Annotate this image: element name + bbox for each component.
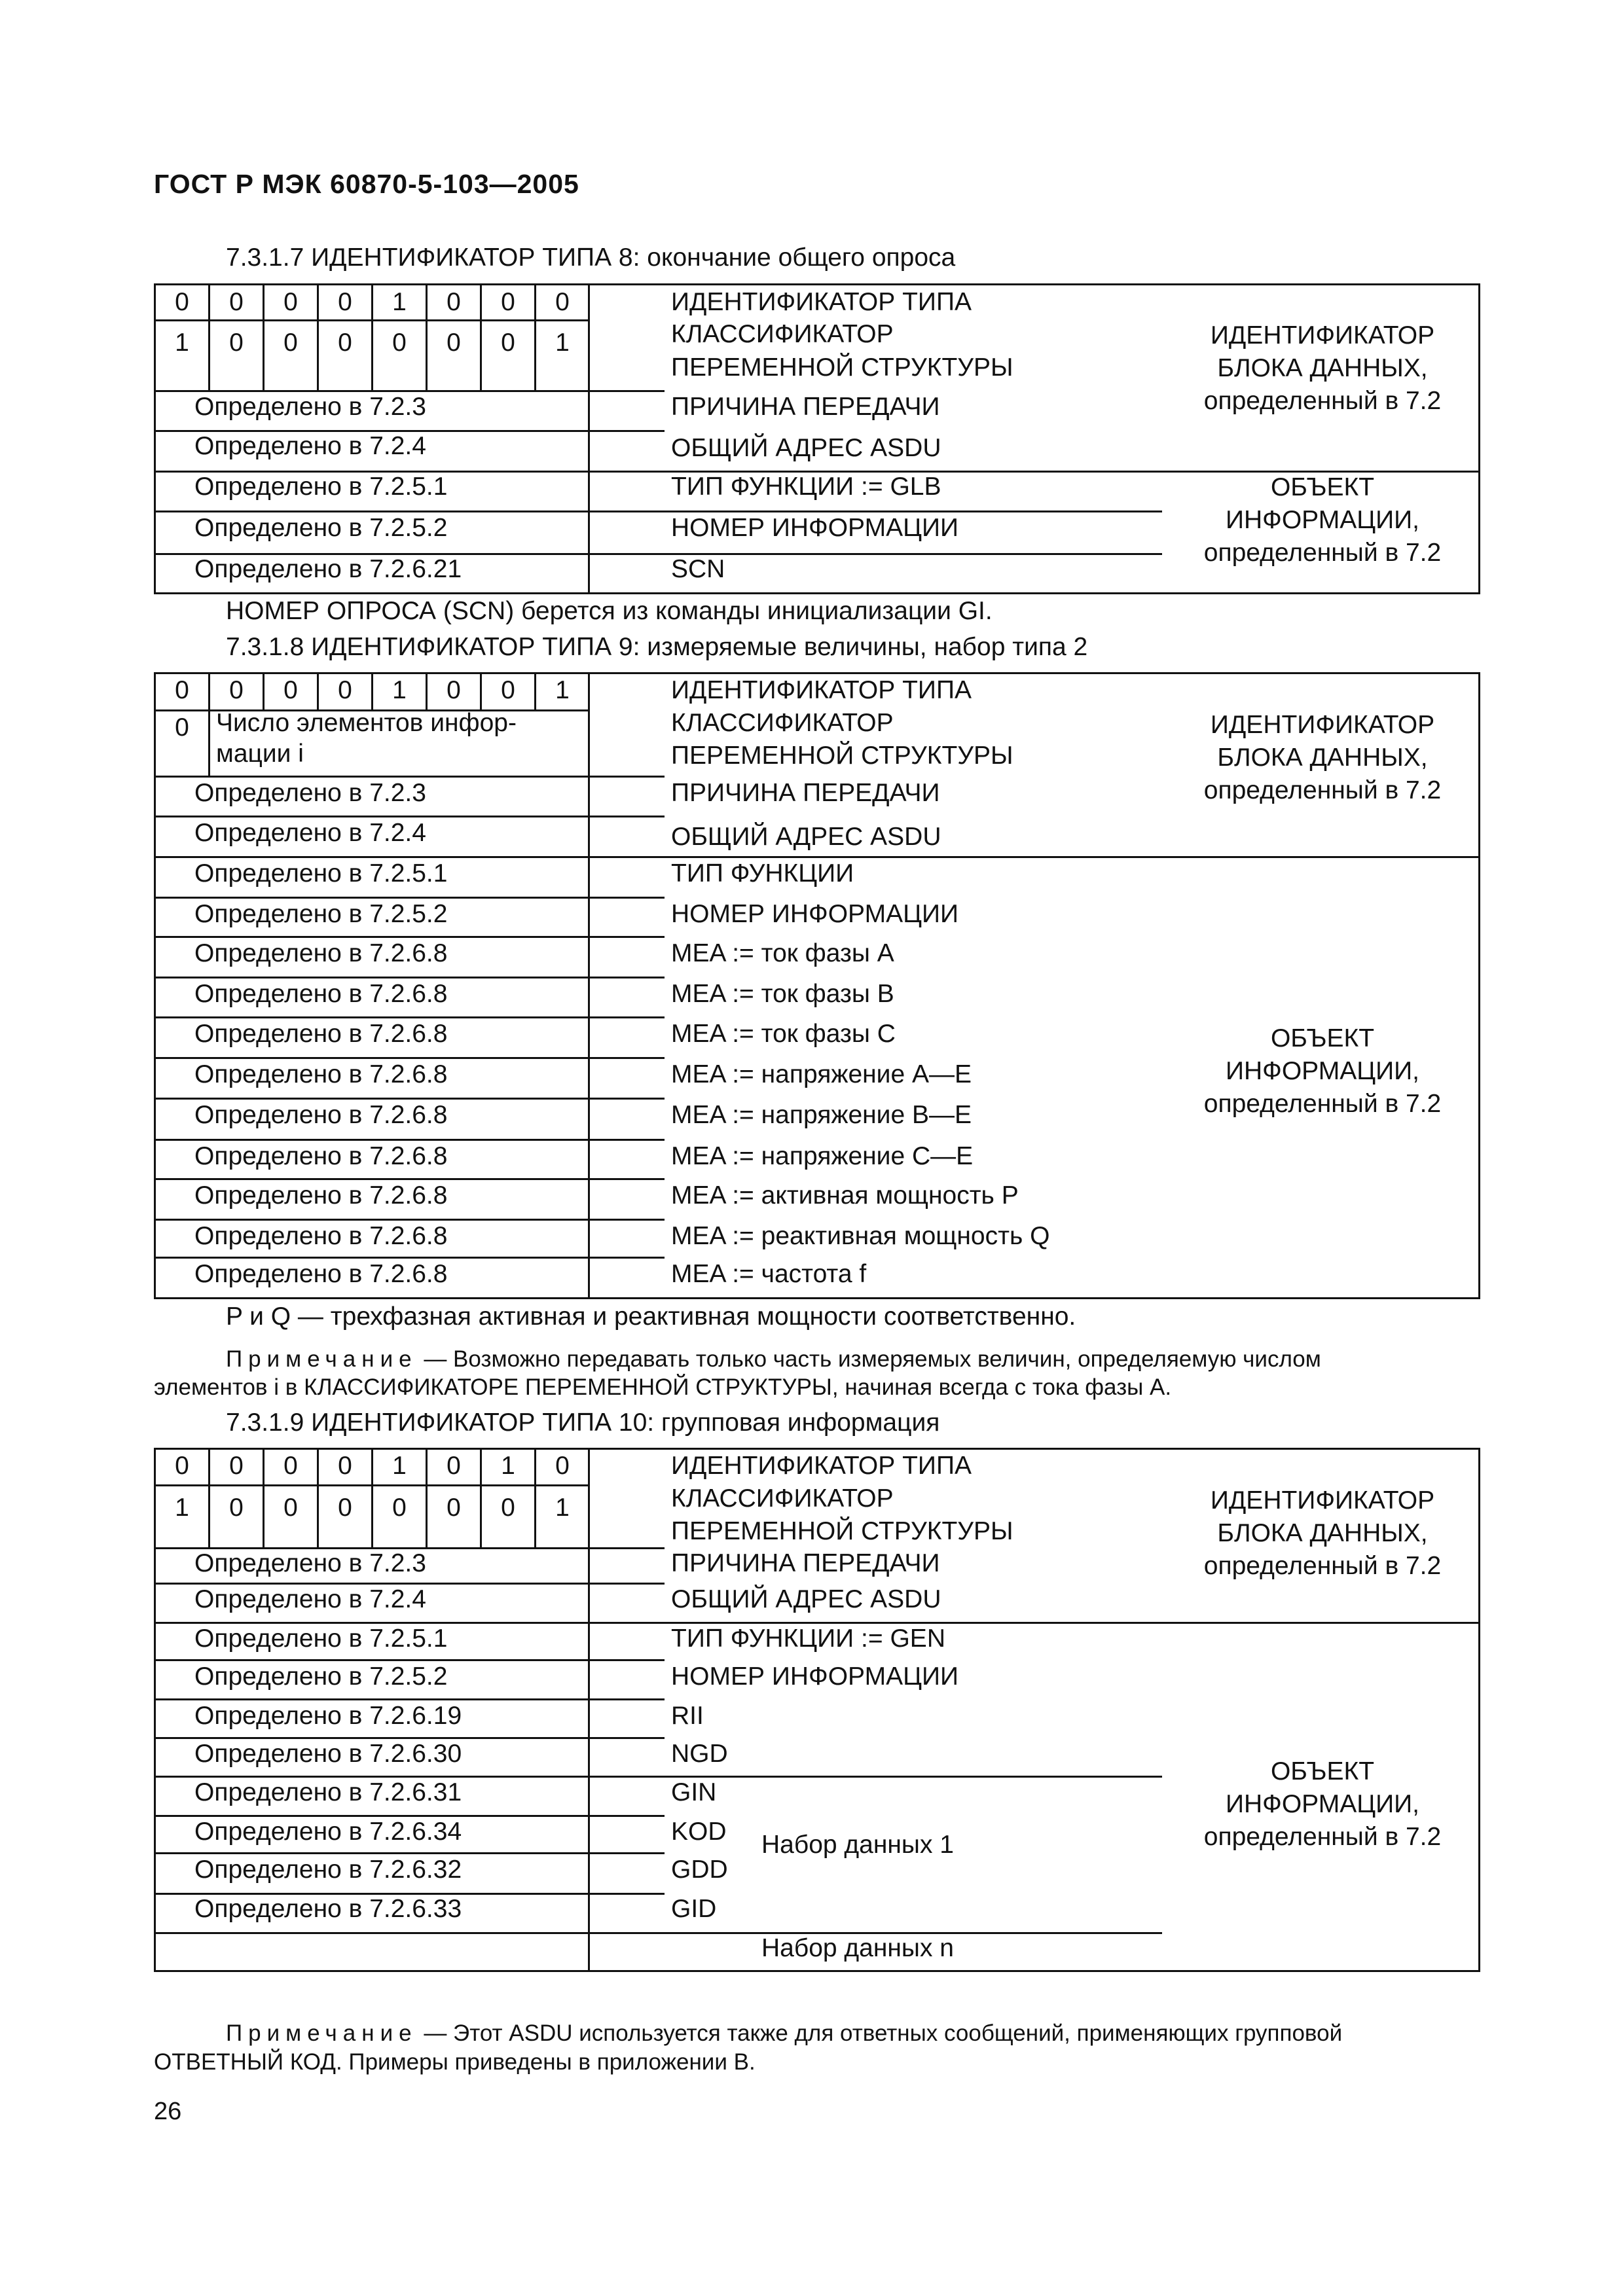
type10-rows-ref-3: Определено в 7.2.5.2 [194,1662,448,1691]
section-title-type8: 7.3.1.7 ИДЕНТИФИКАТОР ТИПА 8: окончание общего опроса [226,243,956,272]
type9-rows-ref-10: Определено в 7.2.6.8 [194,1181,448,1210]
type9-rows-ref-2: Определено в 7.2.5.1 [194,859,448,888]
type9-rows-field-9: MEA := напряжение C—E [671,1142,974,1170]
type9-rows-ref-12: Определено в 7.2.6.8 [194,1260,448,1288]
type8-bits-row2-bit-7: 1 [555,329,570,357]
type9-rows-ref-8: Определено в 7.2.6.8 [194,1101,448,1129]
type10-bits-row1-bit-6: 1 [501,1452,515,1480]
section-title-type10: 7.3.1.9 ИДЕНТИФИКАТОР ТИПА 10: групповая информация [226,1408,940,1437]
type10-bits-row2-bit-2: 0 [283,1494,298,1522]
type10-rows-ref-5: Определено в 7.2.6.30 [194,1740,462,1768]
type8-block-id: ИДЕНТИФИКАТОР БЛОКА ДАННЫХ, определенный в 7.2 [1203,321,1442,415]
type8-classifier-2: ПЕРЕМЕННОЙ СТРУКТУРЫ [671,353,1013,382]
type10-bits-row2-bit-3: 0 [338,1494,352,1522]
type8-bits-row2-bit-1: 0 [229,329,244,357]
type8-bits-row2-bit-2: 0 [283,329,298,357]
type9-rows-ref-6: Определено в 7.2.6.8 [194,1020,448,1048]
type10-rows-field-4: RII [671,1702,704,1730]
type9-bits-row1-bit-7: 1 [555,676,570,704]
type10-rows-ref-9: Определено в 7.2.6.33 [194,1895,462,1923]
type9-rows-ref-9: Определено в 7.2.6.8 [194,1142,448,1170]
type9-rows-field-1: ОБЩИЙ АДРЕС ASDU [671,823,941,851]
type8-info-object: ОБЪЕКТ ИНФОРМАЦИИ, определенный в 7.2 [1203,473,1442,567]
type8-bits-row1-bit-1: 0 [229,288,244,316]
type8-bits-row1-bit-7: 0 [555,288,570,316]
type10-bits-row1-bit-3: 0 [338,1452,352,1480]
type10-bits-row1-bit-0: 0 [175,1452,189,1480]
type9-bits-row1-bit-1: 0 [229,676,244,704]
type10-bits-row2-bit-7: 1 [555,1494,570,1522]
type9-rows-field-5: MEA := ток фазы B [671,980,894,1008]
document-header: ГОСТ Р МЭК 60870-5-103—2005 [154,169,579,199]
type10-id-type: ИДЕНТИФИКАТОР ТИПА [671,1452,972,1480]
type8-bits-row1-bit-4: 1 [392,288,407,316]
type10-rows-field-1: ОБЩИЙ АДРЕС ASDU [671,1585,941,1613]
type8-rows-field-3: НОМЕР ИНФОРМАЦИИ [671,514,959,542]
type10-rows-field-0: ПРИЧИНА ПЕРЕДАЧИ [671,1549,940,1577]
type8-classifier: КЛАССИФИКАТОР [671,320,894,348]
type10-rows-field-7: KOD [671,1818,727,1846]
type9-rows-field-7: MEA := напряжение A—E [671,1060,972,1088]
type10-rows-field-3: НОМЕР ИНФОРМАЦИИ [671,1662,959,1691]
type8-bits-row1-bit-2: 0 [283,288,298,316]
type9-rows-ref-0: Определено в 7.2.3 [194,779,426,807]
type9-element-count-2: мации i [216,740,304,768]
type10-rows-ref-7: Определено в 7.2.6.34 [194,1818,462,1846]
type9-rows-field-8: MEA := напряжение B—E [671,1101,972,1129]
type9-bits-row1-bit-6: 0 [501,676,515,704]
type10-dataset-1: Набор данных 1 [761,1831,954,1859]
type10-rows-ref-0: Определено в 7.2.3 [194,1549,426,1577]
type9-classifier-2: ПЕРЕМЕННОЙ СТРУКТУРЫ [671,742,1013,770]
type8-bits-row1-bit-6: 0 [501,288,515,316]
type8-rows-field-0: ПРИЧИНА ПЕРЕДАЧИ [671,393,940,421]
type8-bits-row1-bit-3: 0 [338,288,352,316]
section-title-type9: 7.3.1.8 ИДЕНТИФИКАТОР ТИПА 9: измеряемые величины, набор типа 2 [226,633,1088,661]
type10-rows-ref-1: Определено в 7.2.4 [194,1585,426,1613]
type10-bits-row2-bit-0: 1 [175,1494,189,1522]
type8-rows-field-4: SCN [671,555,725,583]
type10-bits-row1-bit-1: 0 [229,1452,244,1480]
type10-bits-row1-bit-4: 1 [392,1452,407,1480]
type9-rows-ref-4: Определено в 7.2.6.8 [194,939,448,967]
type10-rows-field-8: GDD [671,1856,728,1884]
type9-rows-field-3: НОМЕР ИНФОРМАЦИИ [671,900,959,928]
type10-rows-field-6: GIN [671,1778,717,1806]
type10-classifier-2: ПЕРЕМЕННОЙ СТРУКТУРЫ [671,1517,1013,1545]
type10-bits-row1-bit-2: 0 [283,1452,298,1480]
type9-note-line1: Примечание — Возможно передавать только часть измеряемых величин, определяемую числом [226,1346,1321,1372]
type9-rows-ref-11: Определено в 7.2.6.8 [194,1222,448,1250]
type9-classifier: КЛАССИФИКАТОР [671,709,894,737]
type10-bits-row2-bit-6: 0 [501,1494,515,1522]
type10-bits-row2-bit-5: 0 [447,1494,461,1522]
type10-rows-ref-4: Определено в 7.2.6.19 [194,1702,462,1730]
type8-bits-row2-bit-0: 1 [175,329,189,357]
type9-rows-field-4: MEA := ток фазы A [671,939,894,967]
type8-bits-row2-bit-6: 0 [501,329,515,357]
type9-rows-ref-5: Определено в 7.2.6.8 [194,980,448,1008]
type9-rows-ref-3: Определено в 7.2.5.2 [194,900,448,928]
type10-rows-ref-6: Определено в 7.2.6.31 [194,1778,462,1806]
type8-bits-row2-bit-3: 0 [338,329,352,357]
type10-info-object: ОБЪЕКТ ИНФОРМАЦИИ, определенный в 7.2 [1203,1757,1442,1851]
type8-rows-field-1: ОБЩИЙ АДРЕС ASDU [671,434,941,462]
type10-dataset-n: Набор данных n [761,1934,954,1962]
type9-rows-field-11: MEA := реактивная мощность Q [671,1222,1050,1250]
page-number: 26 [154,2098,182,2125]
type9-rows-field-10: MEA := активная мощность P [671,1181,1019,1210]
type8-bits-row2-bit-4: 0 [392,329,407,357]
type10-note-line2: ОТВЕТНЫЙ КОД. Примеры приведены в приложении B. [154,2049,756,2075]
type10-bits-row1-bit-5: 0 [447,1452,461,1480]
type9-rows-field-0: ПРИЧИНА ПЕРЕДАЧИ [671,779,940,807]
type8-rows-ref-1: Определено в 7.2.4 [194,432,426,460]
type9-bits-row1-bit-3: 0 [338,676,352,704]
type10-bits-row1-bit-7: 0 [555,1452,570,1480]
type8-rows-ref-3: Определено в 7.2.5.2 [194,514,448,542]
type10-bits-row2-bit-1: 0 [229,1494,244,1522]
type8-bits-row1-bit-5: 0 [447,288,461,316]
type8-bits-row1-bit-0: 0 [175,288,189,316]
type9-id-type: ИДЕНТИФИКАТОР ТИПА [671,676,972,704]
type10-rows-ref-8: Определено в 7.2.6.32 [194,1856,462,1884]
type9-info-object: ОБЪЕКТ ИНФОРМАЦИИ, определенный в 7.2 [1203,1024,1442,1118]
type10-block-id: ИДЕНТИФИКАТОР БЛОКА ДАННЫХ, определенный в 7.2 [1203,1486,1442,1580]
type10-rows-field-2: ТИП ФУНКЦИИ := GEN [671,1624,945,1653]
type10-note-line1: Примечание — Этот ASDU используется также для ответных сообщений, применяющих групповой [226,2020,1343,2046]
type8-id-type: ИДЕНТИФИКАТОР ТИПА [671,288,972,316]
type9-note-line2: элементов i в КЛАССИФИКАТОРЕ ПЕРЕМЕННОЙ СТРУКТУРЫ, начиная всегда с тока фазы A. [154,1374,1172,1400]
type10-rows-ref-2: Определено в 7.2.5.1 [194,1624,448,1653]
type9-rows-ref-7: Определено в 7.2.6.8 [194,1060,448,1088]
type9-rows-field-12: MEA := частота f [671,1260,867,1288]
type9-row2-bit: 0 [175,713,189,742]
type9-bits-row1-bit-5: 0 [447,676,461,704]
type8-rows-ref-2: Определено в 7.2.5.1 [194,473,448,501]
type8-rows-ref-4: Определено в 7.2.6.21 [194,555,462,583]
type10-rows-field-5: NGD [671,1740,728,1768]
type8-rows-field-2: ТИП ФУНКЦИИ := GLB [671,473,941,501]
type9-bits-row1-bit-4: 1 [392,676,407,704]
type9-rows-field-6: MEA := ток фазы C [671,1020,896,1048]
type9-bits-row1-bit-0: 0 [175,676,189,704]
type10-bits-row2-bit-4: 0 [392,1494,407,1522]
type9-block-id: ИДЕНТИФИКАТОР БЛОКА ДАННЫХ, определенный в 7.2 [1203,711,1442,804]
type10-rows-field-9: GID [671,1895,717,1923]
type9-rows-ref-1: Определено в 7.2.4 [194,819,426,847]
type8-bits-row2-bit-5: 0 [447,329,461,357]
type9-bits-row1-bit-2: 0 [283,676,298,704]
type10-classifier: КЛАССИФИКАТОР [671,1484,894,1513]
type8-after-text: НОМЕР ОПРОСА (SCN) берется из команды инициализации GI. [226,597,993,625]
type9-after-text: P и Q — трехфазная активная и реактивная мощности соответственно. [226,1302,1076,1331]
type9-element-count: Число элементов инфор- [216,709,517,737]
type8-rows-ref-0: Определено в 7.2.3 [194,393,426,421]
type9-rows-field-2: ТИП ФУНКЦИИ [671,859,854,888]
